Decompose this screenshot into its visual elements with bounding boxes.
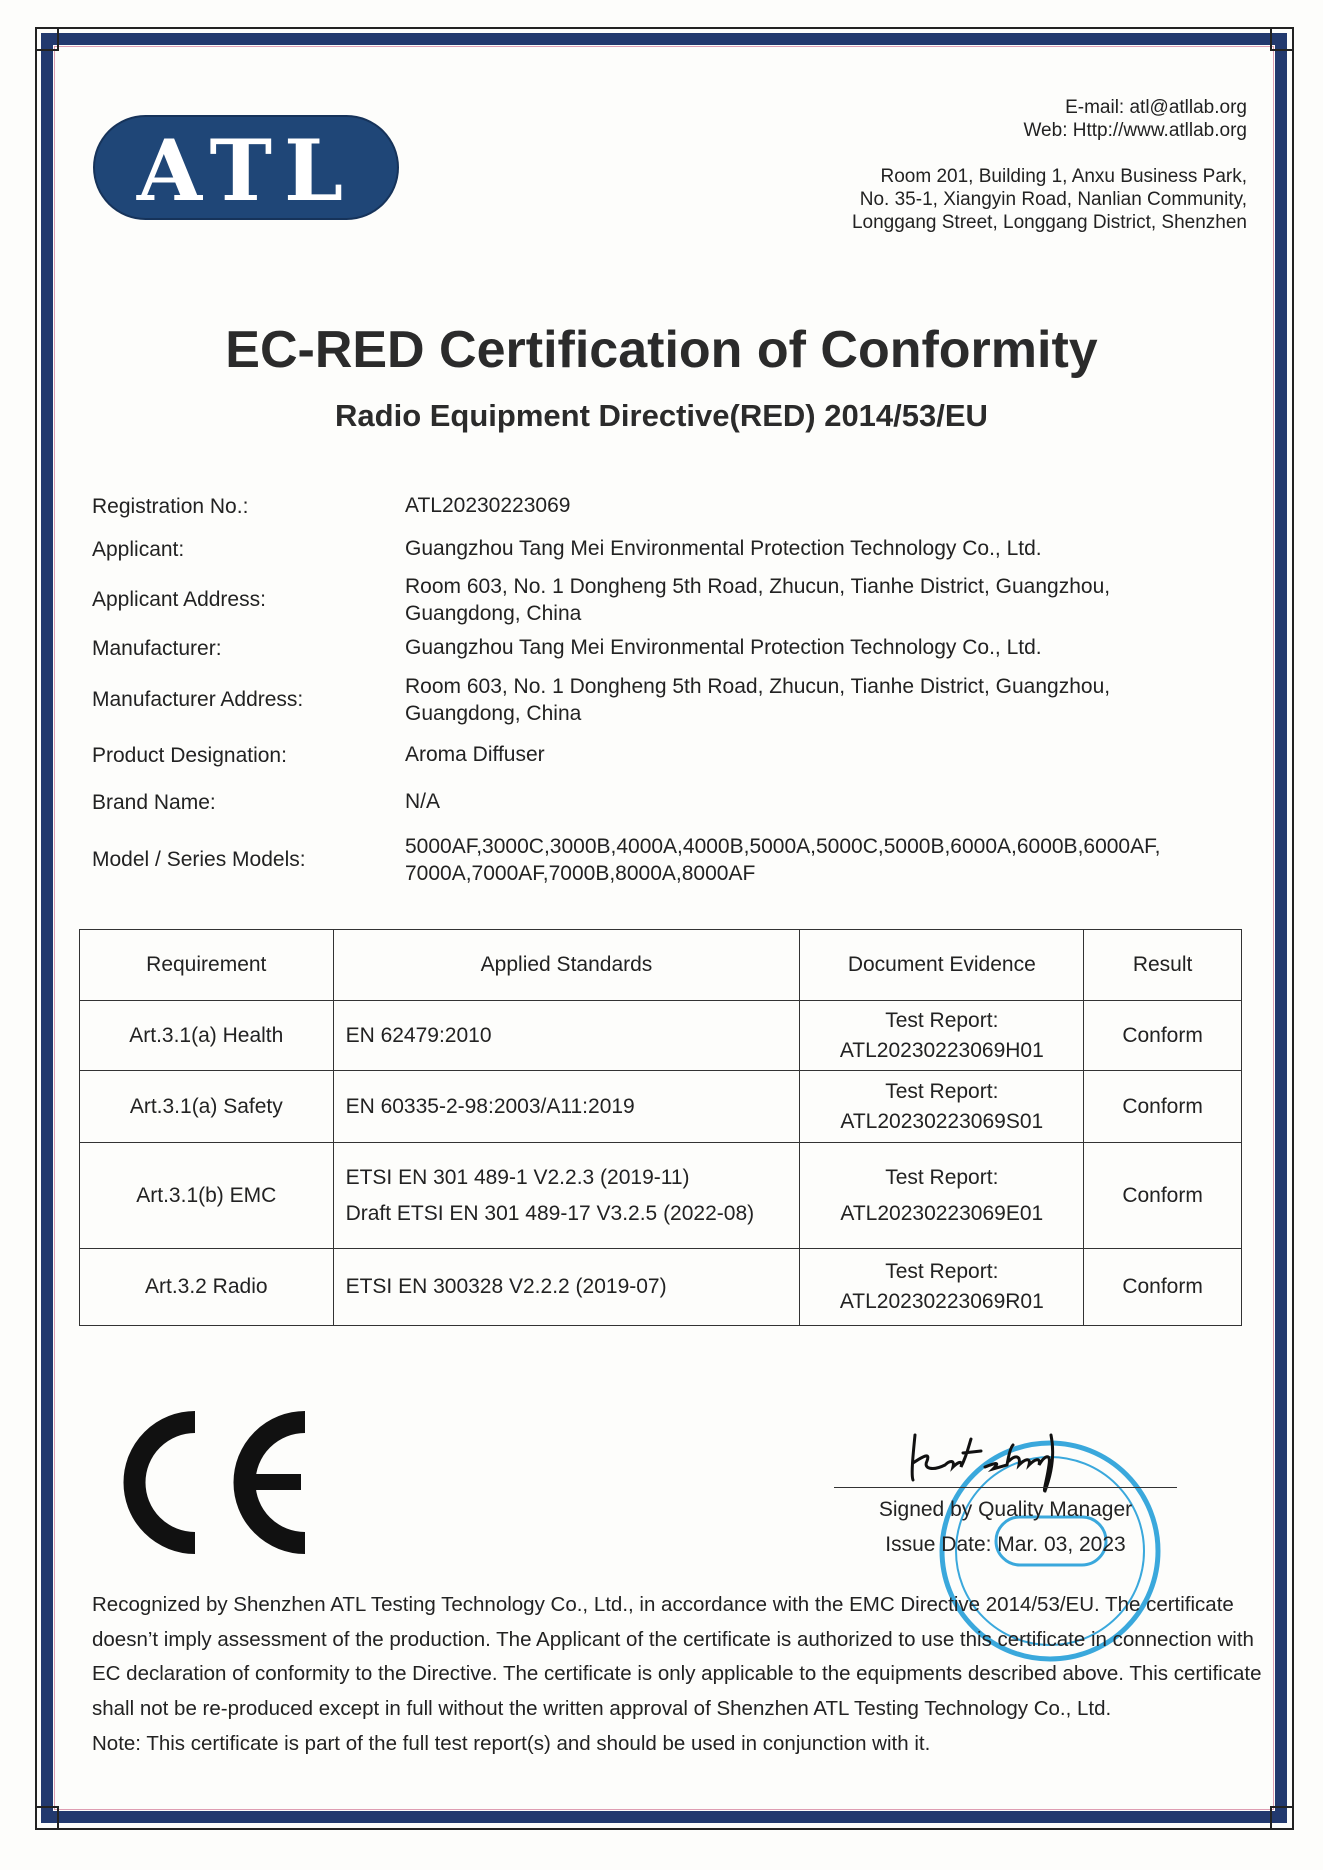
report-number: ATL20230223069R01 [839, 1290, 1044, 1313]
evidence-cell [800, 1071, 1084, 1143]
statement-note: Note: This certificate is part of the full test report(s) and should be used in conjunction with it. [92, 1731, 931, 1755]
logo-text: ATL [136, 121, 356, 220]
report-number: ATL20230223069H01 [839, 1038, 1044, 1062]
evidence-label: Test Report: [885, 1165, 999, 1189]
standard: EN 62479:2010 [345, 1023, 492, 1047]
table-row [80, 1249, 1242, 1326]
report-number: ATL20230223069S01 [840, 1109, 1044, 1133]
evidence-cell [800, 1001, 1084, 1071]
field-value: ATL20230223069 [405, 494, 571, 517]
standards-cell [333, 1001, 800, 1071]
field-value: Room 603, No. 1 Dongheng 5th Road, Zhucun, Tianhe District, Guangzhou, Guangdong, China [405, 675, 1111, 725]
address-line: Longgang Street, Longgang District, Shenzhen [851, 212, 1247, 233]
column-header: Requirement [80, 930, 334, 1001]
standards-cell [333, 1249, 800, 1326]
column-header: Document Evidence [800, 930, 1084, 1001]
address-line: No. 35-1, Xiangyin Road, Nanlian Community, [859, 189, 1247, 210]
border-corner [35, 27, 59, 51]
signature-handwritten [905, 1425, 1085, 1495]
result-cell: Conform [1084, 1249, 1242, 1326]
standards-cell [333, 1071, 800, 1143]
column-header: Result [1084, 930, 1242, 1001]
table-row [80, 1143, 1242, 1249]
evidence-label: Test Report: [885, 1079, 999, 1103]
page-subtitle: Radio Equipment Directive(RED) 2014/53/EU [335, 398, 988, 433]
contact-info [1023, 96, 1247, 142]
requirement-cell: Art.3.1(b) EMC [80, 1143, 334, 1249]
field-value: N/A [405, 790, 441, 813]
standard: Draft ETSI EN 301 489-17 V3.2.5 (2022-08) [345, 1201, 755, 1225]
standard: ETSI EN 301 489-1 V2.2.3 (2019-11) [345, 1165, 690, 1189]
conformity-table [79, 929, 1242, 1326]
standards-cell [333, 1143, 800, 1249]
standard: ETSI EN 300328 V2.2.2 (2019-07) [345, 1275, 667, 1298]
border-corner [1270, 1806, 1294, 1830]
field-label: Registration No.: [92, 495, 249, 518]
requirement-cell: Art.3.2 Radio [80, 1249, 334, 1326]
evidence-label: Test Report: [885, 1260, 999, 1283]
statement-line: shall not be re-produced except in full without the written approval of Shenzhen ATL Testing Technology Co., Ltd. [92, 1697, 1112, 1721]
field-value: Aroma Diffuser [405, 743, 545, 766]
border-corner [35, 1806, 59, 1830]
atl-logo [95, 117, 397, 218]
address-block [852, 165, 1247, 234]
evidence-cell [800, 1249, 1084, 1326]
statement-line: doesn’t imply assessment of the production. The Applicant of the certificate is authorized to use this certificate in connection with [92, 1627, 1254, 1651]
report-number: ATL20230223069E01 [840, 1201, 1044, 1225]
result-cell: Conform [1084, 1071, 1242, 1143]
field-value: Guangzhou Tang Mei Environmental Protection Technology Co., Ltd. [405, 537, 1042, 560]
email: E-mail: atl@atllab.org [1065, 97, 1247, 118]
address-line: Room 201, Building 1, Anxu Business Park, [880, 166, 1247, 187]
page-title: EC-RED Certification of Conformity [225, 321, 1098, 379]
field-label: Applicant Address: [92, 588, 266, 611]
table-header-row [80, 930, 1242, 1001]
evidence-label: Test Report: [885, 1008, 999, 1032]
evidence-cell [800, 1143, 1084, 1249]
signature-line [834, 1487, 1177, 1488]
border-corner [1270, 27, 1294, 51]
requirement-cell: Art.3.1(a) Safety [80, 1071, 334, 1143]
field-label: Applicant: [92, 538, 185, 561]
ce-mark-icon [115, 1410, 320, 1555]
field-value: 5000AF,3000C,3000B,4000A,4000B,5000A,5000C,5000B,6000A,6000B,6000AF, 7000A,7000AF,7000B,8000A,8000AF [405, 835, 1161, 885]
field-label: Product Designation: [92, 744, 287, 767]
result-cell: Conform [1084, 1001, 1242, 1071]
field-label: Brand Name: [92, 791, 216, 814]
website: Web: Http://www.atllab.org [1023, 120, 1247, 141]
field-label: Manufacturer: [92, 637, 222, 660]
column-header: Applied Standards [333, 930, 800, 1001]
field-value: Room 603, No. 1 Dongheng 5th Road, Zhucun, Tianhe District, Guangzhou, Guangdong, China [405, 575, 1111, 625]
signed-by: Signed by Quality Manager [878, 1498, 1133, 1521]
standard: EN 60335-2-98:2003/A11:2019 [345, 1094, 635, 1118]
footer-statement [92, 1588, 1267, 1762]
issue-date: Issue Date: Mar. 03, 2023 [885, 1533, 1126, 1556]
table-row [80, 1001, 1242, 1071]
statement-line: Recognized by Shenzhen ATL Testing Technology Co., Ltd., in accordance with the EMC Directive 2014/53/EU. The certificate [92, 1593, 1234, 1616]
requirement-cell: Art.3.1(a) Health [80, 1001, 334, 1071]
result-cell: Conform [1084, 1143, 1242, 1249]
field-label: Manufacturer Address: [92, 688, 304, 711]
field-value: Guangzhou Tang Mei Environmental Protection Technology Co., Ltd. [405, 636, 1042, 659]
statement-line: EC declaration of conformity to the Directive. The certificate is only applicable to the equipments described above. This certificate [92, 1662, 1262, 1686]
table-row [80, 1071, 1242, 1143]
field-label: Model / Series Models: [92, 848, 306, 871]
